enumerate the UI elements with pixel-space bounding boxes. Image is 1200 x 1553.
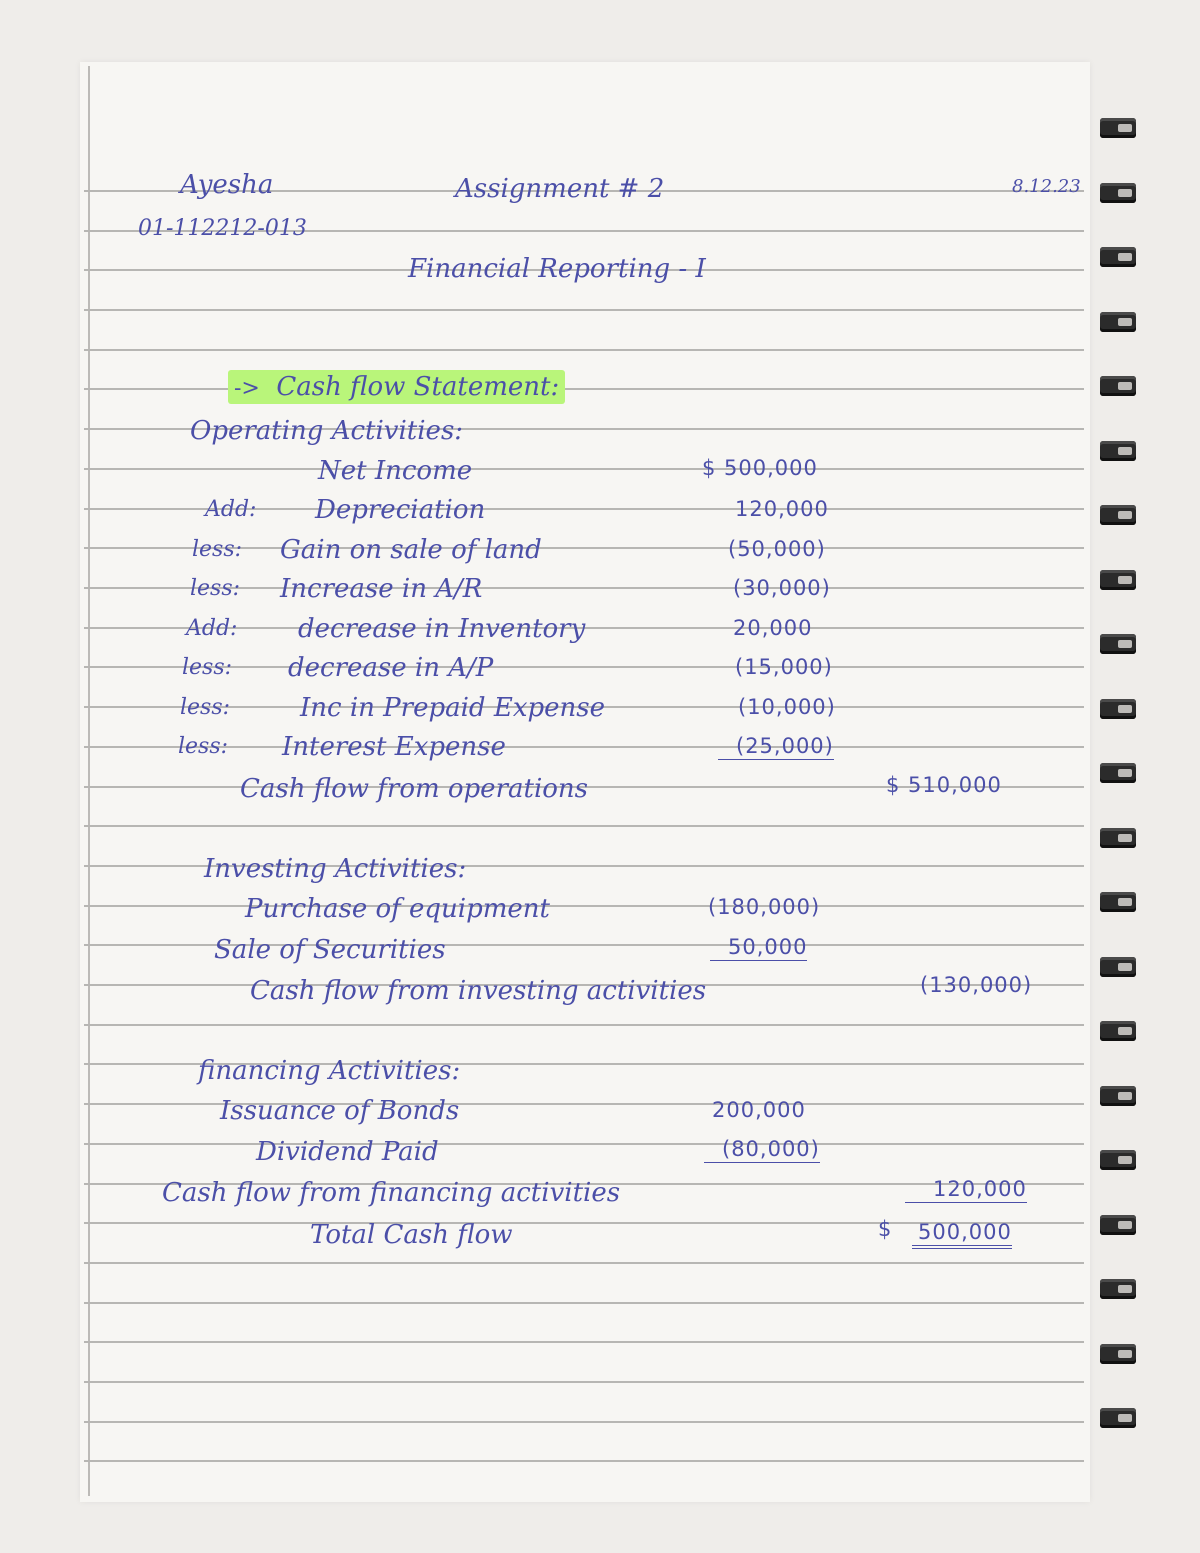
financing-heading: financing Activities: bbox=[198, 1056, 461, 1086]
spiral-ring bbox=[1100, 1086, 1136, 1106]
op-prefix-ap: less: bbox=[182, 655, 233, 680]
margin-line bbox=[88, 66, 90, 1496]
spiral-ring bbox=[1100, 118, 1136, 138]
inv-amount-equipment: (180,000) bbox=[708, 895, 821, 919]
grand-total-label: Total Cash flow bbox=[310, 1220, 513, 1250]
op-amount-gain-land: (50,000) bbox=[728, 537, 826, 561]
op-label-interest: Interest Expense bbox=[282, 732, 506, 762]
spiral-ring bbox=[1100, 183, 1136, 203]
operating-heading: Operating Activities: bbox=[190, 416, 464, 446]
op-amount-interest: (25,000) bbox=[718, 736, 834, 760]
ruled-line bbox=[84, 468, 1084, 470]
spiral-ring bbox=[1100, 699, 1136, 719]
spiral-ring bbox=[1100, 1408, 1136, 1428]
spiral-ring bbox=[1100, 634, 1136, 654]
ruled-line bbox=[84, 905, 1084, 907]
op-prefix-interest: less: bbox=[178, 734, 229, 759]
op-label-net-income: Net Income bbox=[318, 456, 473, 486]
investing-heading: Investing Activities: bbox=[204, 854, 467, 884]
assignment-date: 8.12.23 bbox=[1012, 176, 1081, 197]
course-title: Financial Reporting - I bbox=[408, 254, 706, 284]
grand-total-amount: 500,000 bbox=[912, 1222, 1012, 1249]
inv-total-amount: (130,000) bbox=[920, 973, 1033, 997]
ruled-line bbox=[84, 1143, 1084, 1145]
op-label-inventory: decrease in Inventory bbox=[298, 614, 586, 644]
ruled-line bbox=[84, 1460, 1084, 1462]
ruled-line bbox=[84, 825, 1084, 827]
arrow-icon: -> bbox=[234, 376, 260, 401]
student-name: Ayesha bbox=[180, 170, 274, 200]
inv-total-label: Cash flow from investing activities bbox=[250, 976, 707, 1006]
op-label-depreciation: Depreciation bbox=[315, 495, 486, 525]
op-total-amount: $ 510,000 bbox=[886, 773, 1002, 797]
spiral-ring bbox=[1100, 570, 1136, 590]
spiral-ring bbox=[1100, 828, 1136, 848]
ruled-line bbox=[84, 746, 1084, 748]
ruled-line bbox=[84, 1262, 1084, 1264]
statement-heading bbox=[228, 374, 565, 400]
op-label-ap: decrease in A/P bbox=[288, 653, 494, 683]
fin-label-dividend: Dividend Paid bbox=[256, 1137, 439, 1167]
op-prefix-ar: less: bbox=[190, 576, 241, 601]
spiral-ring bbox=[1100, 763, 1136, 783]
ruled-line bbox=[84, 1302, 1084, 1304]
statement-highlight bbox=[228, 370, 565, 404]
ruled-line bbox=[84, 1421, 1084, 1423]
student-id: 01-112212-013 bbox=[138, 216, 307, 241]
inv-label-securities: Sale of Securities bbox=[214, 935, 446, 965]
fin-label-bonds: Issuance of Bonds bbox=[220, 1096, 460, 1126]
op-prefix-prepaid: less: bbox=[180, 695, 231, 720]
op-label-ar: Increase in A/R bbox=[280, 574, 483, 604]
ruled-line bbox=[84, 1024, 1084, 1026]
spiral-ring bbox=[1100, 312, 1136, 332]
op-amount-inventory: 20,000 bbox=[733, 616, 813, 640]
op-prefix-depreciation: Add: bbox=[205, 497, 257, 522]
inv-label-equipment: Purchase of equipment bbox=[245, 894, 550, 924]
ruled-line bbox=[84, 1341, 1084, 1343]
ruled-line bbox=[84, 666, 1084, 668]
spiral-ring bbox=[1100, 376, 1136, 396]
spiral-ring bbox=[1100, 1215, 1136, 1235]
ruled-line bbox=[84, 309, 1084, 311]
fin-amount-dividend: (80,000) bbox=[704, 1139, 820, 1163]
op-prefix-gain-land: less: bbox=[192, 537, 243, 562]
spiral-ring bbox=[1100, 247, 1136, 267]
ruled-line bbox=[84, 349, 1084, 351]
grand-total-currency: $ bbox=[878, 1217, 893, 1241]
spiral-ring bbox=[1100, 1279, 1136, 1299]
op-amount-prepaid: (10,000) bbox=[738, 695, 836, 719]
op-label-gain-land: Gain on sale of land bbox=[280, 535, 542, 565]
fin-total-amount: 120,000 bbox=[905, 1179, 1027, 1203]
spiral-ring bbox=[1100, 1150, 1136, 1170]
spiral-ring bbox=[1100, 892, 1136, 912]
assignment-title: Assignment # 2 bbox=[455, 174, 665, 204]
op-amount-net-income: $ 500,000 bbox=[702, 456, 818, 480]
spiral-ring bbox=[1100, 441, 1136, 461]
op-total-label: Cash flow from operations bbox=[240, 774, 589, 804]
ruled-line bbox=[84, 1381, 1084, 1383]
spiral-ring bbox=[1100, 957, 1136, 977]
fin-amount-bonds: 200,000 bbox=[712, 1098, 806, 1122]
op-label-prepaid: Inc in Prepaid Expense bbox=[300, 693, 605, 723]
inv-amount-securities: 50,000 bbox=[710, 937, 807, 961]
op-amount-depreciation: 120,000 bbox=[735, 497, 829, 521]
statement-title: Cash flow Statement: bbox=[276, 372, 560, 402]
op-prefix-inventory: Add: bbox=[186, 616, 238, 641]
spiral-ring bbox=[1100, 1021, 1136, 1041]
spiral-ring bbox=[1100, 505, 1136, 525]
op-amount-ar: (30,000) bbox=[733, 576, 831, 600]
op-amount-ap: (15,000) bbox=[735, 655, 833, 679]
fin-total-label: Cash flow from financing activities bbox=[162, 1178, 621, 1208]
spiral-ring bbox=[1100, 1344, 1136, 1364]
